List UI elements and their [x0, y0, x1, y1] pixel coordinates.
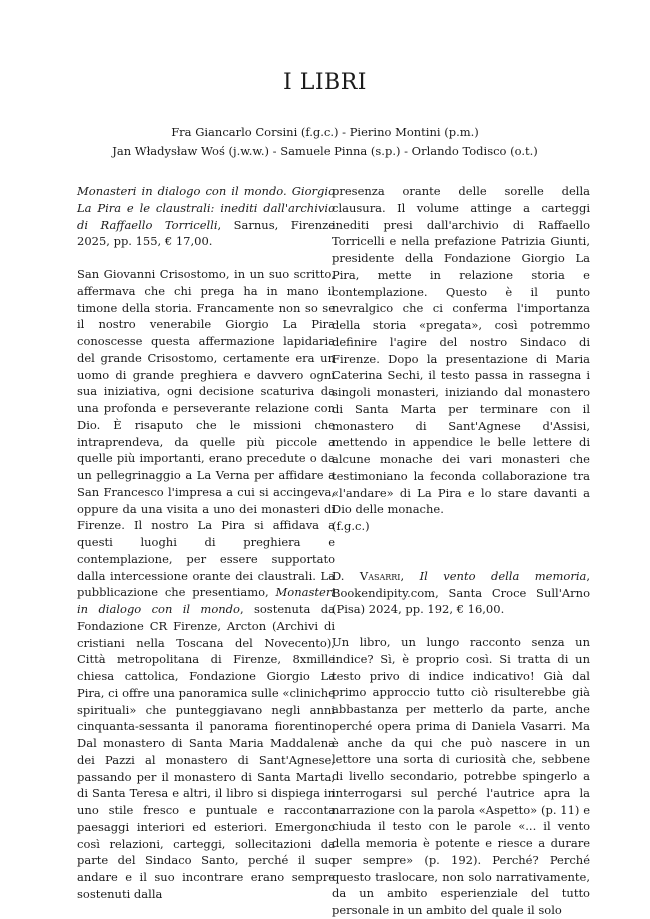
review-2-author-initial: D. — [332, 568, 360, 583]
review-1-citation-details: , Sarnus, Firenze 2025, pp. 155, € 17,00. — [77, 217, 335, 249]
review-1-body-continued: presenza orante delle sorelle della clausura. Il volume attinge a carteggi inediti presi dall'archivio di Raffaello Torricelli e nella prefazione Patrizia Giunti, presidente della Fondazione Giorgio La Pira, mette in relazione storia e contemplazione. Questo è il punto nevralgico che ci conferma l'importanza della storia «pregata», così potremmo definire l'agire del nostro Sindaco di Firenze. Dopo la presentazione di Maria Caterina Sechi, il testo passa in rassegna i singoli monasteri, iniziando dal monastero di Santa Marta per terminare con il monastero di Sant'Agnese d'Assisi, mettendo in appendice le belle lettere di alcune monache dei vari monasteri che testimoniano la feconda collaborazione tra «l'andare» di La Pira e lo stare davanti a Dio delle monache. — [332, 184, 590, 517]
review-1-text-b: , sostenuta da Fondazione CR Firenze, Arcton (Archivi di cristiani nella Toscana del Novecento), Città metropolitana di Firenze, 8xmille chiesa cattolica, Fondazione Giorgio La Pira, ci offre una panoramica sulle «cliniche spirituali» che punteggiavano negli anni cinquanta-sessanta il panorama fiorentino. Dal monastero di Santa Maria Maddalena dei Pazzi al monastero di Sant'Agnese, passando per il monastero di Santa Marta, di Santa Teresa e altri, il libro si dispiega in uno stile fresco e puntuale e racconta paesaggi interiori ed esteriori. Emergono così relazioni, carteggi, sollecitazioni da parte del Sindaco Santo, perché il suo andare e il suo incontrare erano sempre sostenuti dalla — [77, 602, 335, 901]
review-1-reviewer: (f.g.c.) — [332, 519, 370, 533]
section-title: I LIBRI — [283, 70, 367, 95]
review-1-book-title: Monasteri in dialogo con il mondo. Giorgio La Pira e le claustrali: inediti dall'archivio di Raffaello Torricelli — [77, 184, 335, 232]
contributors-list — [60, 123, 590, 161]
review-2-author-surname: Vasarri — [359, 568, 401, 583]
review-1-citation — [77, 183, 335, 250]
contributors-line-2: Jan Władysław Woś (j.w.w.) - Samuele Pinna (s.p.) - Orlando Todisco (o.t.) — [112, 144, 538, 158]
left-column — [77, 183, 335, 903]
review-2-sep: , — [400, 568, 420, 583]
right-column — [332, 183, 590, 919]
review-1-body-start — [77, 266, 335, 903]
review-1-inline-title: Monasteri in dialogo con il mondo — [77, 585, 335, 616]
review-1-text-a: San Giovanni Crisostomo, in un suo scritto, affermava che chi prega ha in mano il timone della storia. Francamente non so se il nostro venerabile Giorgio La Pira conoscesse questa affermazione lapidaria del grande Crisostomo, certamente era un uomo di grande preghiera e davvero ogni sua iniziativa, ogni decisione scaturiva da una profonda e perseverante relazione con Dio. È risaputo che le missioni che intraprendeva, da quelle più piccole a quelle più importanti, erano precedute o da un pellegrinaggio a La Verna per affidare a San Francesco l'impresa a cui si accingeva, oppure da una visita a uno dei monasteri di Firenze. Il nostro La Pira si affidava a questi luoghi di preghiera e contemplazione, per essere supportato dalla intercessione orante dei claustrali. La pubblicazione che presentiamo, — [77, 267, 335, 600]
contributors-line-1: Fra Giancarlo Corsini (f.g.c.) - Pierino Montini (p.m.) — [171, 125, 479, 139]
review-2-citation — [332, 568, 590, 618]
review-2-citation-details: , Bookendipity.com, Santa Croce Sull'Arno (Pisa) 2024, pp. 192, € 16,00. — [332, 568, 591, 617]
review-2-book-title: Il vento della memoria — [419, 568, 587, 583]
review-2-body: Un libro, un lungo racconto senza un indice? Sì, è proprio così. Si tratta di un testo privo di indice indicativo! Già dal primo approccio tutto ciò risulterebbe già abbastanza per metterlo da parte, anche perché opera prima di Daniela Vasarri. Ma è anche da qui che può nascere in un lettore una sorta di curiosità che, sebbene di livello secondario, potrebbe spingerlo a interrogarsi sul perché l'autrice apra la narrazione con la parola «Aspetto» (p. 11) e chiuda il testo con le parole «... il vento della memoria è potente e riesce a durare per sempre» (p. 192). Perché? Perché questo traslocare, non solo narrativamente, da un ambito esperienziale del tutto personale in un ambito del quale il solo — [332, 635, 590, 917]
